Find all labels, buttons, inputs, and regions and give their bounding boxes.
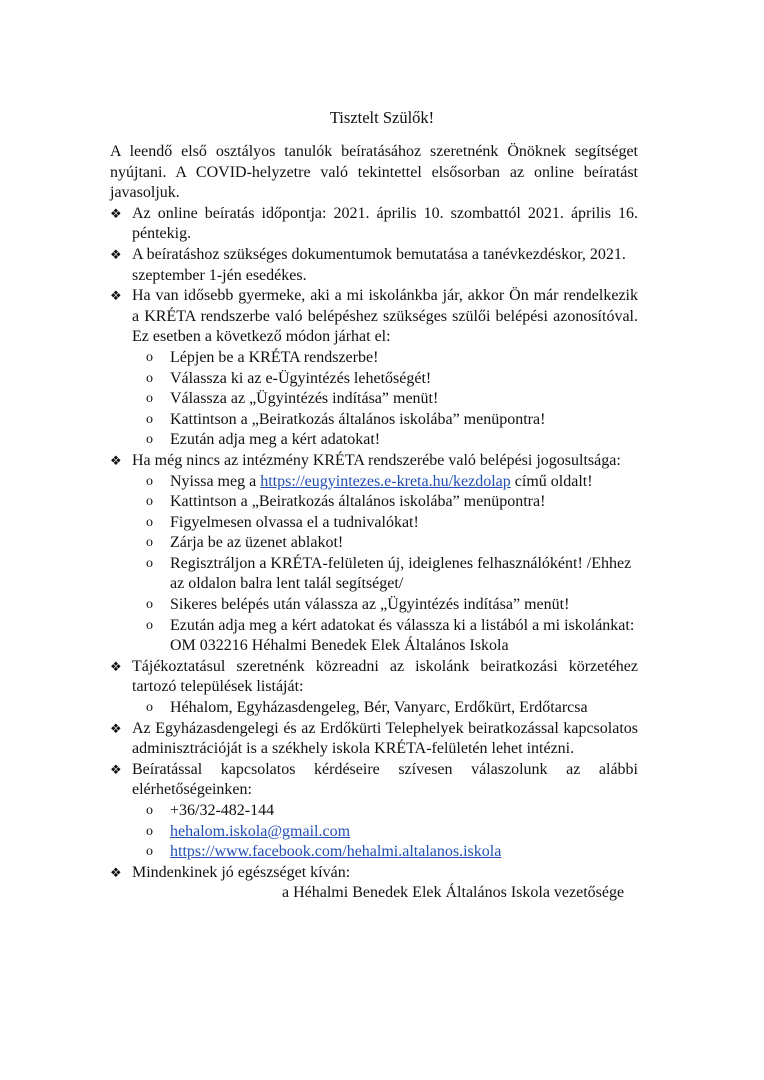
list-item-text: Sikeres belépés után válassza az „Ügyintézés indítása” menüt! — [170, 596, 570, 614]
list-item-text: Kattintson a „Beiratkozás általános iskolába” menüpontra! — [170, 410, 546, 428]
contact-phone — [110, 801, 638, 822]
circle-bullet-icon: o — [146, 473, 153, 489]
list-item — [110, 533, 638, 554]
diamond-bullet-icon: ❖ — [110, 864, 122, 880]
list-item-text: Válassza ki az e-Ügyintézés lehetőségét! — [170, 369, 432, 387]
bullet-text: Beíratással kapcsolatos kérdéseire szívesen válaszolunk az alábbi elérhetőségeinken: — [132, 760, 638, 799]
circle-bullet-icon: o — [146, 349, 153, 365]
kreta-link[interactable]: https://eugyintezes.e-kreta.hu/kezdolap — [260, 472, 511, 490]
circle-bullet-icon: o — [146, 617, 153, 633]
diamond-bullet-icon: ❖ — [110, 452, 122, 468]
bullet-sites — [110, 719, 638, 760]
list-item — [110, 430, 638, 451]
school-om-line: OM 032216 Héhalmi Benedek Elek Általános Iskola — [170, 637, 509, 655]
letter-title: Tisztelt Szülők! — [329, 108, 435, 127]
bullet-text: Az Egyházasdengelegi és az Erdőkürti Telephelyek beiratkozással kapcsolatos adminisztrációját is a székhely iskola KRÉTA-felületén lehet intézni. — [132, 719, 638, 758]
bullet-wishes — [110, 863, 638, 884]
bullet-no-access — [110, 451, 638, 472]
list-item-text: Lépjen be a KRÉTA rendszerbe! — [170, 348, 379, 366]
circle-bullet-icon: o — [146, 370, 153, 386]
circle-bullet-icon: o — [146, 555, 153, 571]
signature-line: a Héhalmi Benedek Elek Általános Iskola vezetősége — [282, 884, 625, 902]
list-item-text: Regisztráljon a KRÉTA-felületen új, ideiglenes felhasználóként! /Ehhez az oldalon balra lent talál segítséget/ — [170, 554, 632, 593]
list-item-text: Héhalom, Egyházasdengeleg, Bér, Vanyarc, Erdőkürt, Erdőtarcsa — [170, 699, 588, 717]
list-item — [110, 554, 638, 595]
contact-email — [110, 822, 638, 843]
bullet-text: Mindenkinek jó egészséget kíván: — [132, 863, 351, 881]
circle-bullet-icon: o — [146, 535, 153, 551]
circle-bullet-icon: o — [146, 700, 153, 716]
circle-bullet-icon: o — [146, 844, 153, 860]
list-item — [110, 410, 638, 431]
list-item-text: Válassza az „Ügyintézés indítása” menüt! — [170, 390, 439, 408]
diamond-bullet-icon: ❖ — [110, 246, 122, 262]
list-item — [110, 492, 638, 513]
circle-bullet-icon: o — [146, 823, 153, 839]
list-item — [110, 595, 638, 616]
list-item-text: Figyelmesen olvassa el a tudnivalókat! — [170, 513, 419, 531]
email-link[interactable]: hehalom.iskola@gmail.com — [170, 822, 351, 840]
bullet-text: Ha van idősebb gyermeke, aki a mi iskolánkba jár, akkor Ön már rendelkezik a KRÉTA rendszerbe való belépéshez szükséges szülői belépési azonosítóval. Ez esetben a következő módon járhat el: — [132, 287, 638, 346]
list-item-text: Ezután adja meg a kért adatokat és válassza ki a listából a mi iskolánkat: — [170, 616, 635, 634]
circle-bullet-icon: o — [146, 597, 153, 613]
diamond-bullet-icon: ❖ — [110, 761, 122, 777]
diamond-bullet-icon: ❖ — [110, 205, 122, 221]
circle-bullet-icon: o — [146, 494, 153, 510]
list-item — [110, 513, 638, 534]
bullet-text: A beíratáshoz szükséges dokumentumok bemutatása a tanévkezdéskor, 2021. szeptember 1-jén esedékes. — [132, 245, 626, 284]
list-item-text: Ezután adja meg a kért adatokat! — [170, 431, 381, 449]
bullet-text: Tájékoztatásul szeretnénk közreadni az iskolánk beiratkozási körzetéhez tartozó települések listáját: — [132, 657, 638, 696]
bullet-contacts — [110, 760, 638, 801]
facebook-link[interactable]: https://www.facebook.com/hehalmi.altalanos.iskola — [170, 843, 502, 861]
list-item-text: Zárja be az üzenet ablakot! — [170, 534, 344, 552]
bullet-online-date — [110, 204, 638, 245]
bullet-text: Az online beíratás időpontja: 2021. április 10. szombattól 2021. április 16. péntekig. — [132, 204, 638, 243]
bullet-documents — [110, 245, 638, 286]
list-item-text: című oldalt! — [510, 472, 593, 490]
list-item-text: Nyissa meg a — [170, 472, 261, 490]
list-item — [110, 369, 638, 390]
letter-body — [110, 142, 638, 904]
list-item — [110, 389, 638, 410]
diamond-bullet-icon: ❖ — [110, 658, 122, 674]
circle-bullet-icon: o — [146, 514, 153, 530]
list-item — [110, 616, 638, 637]
intro-paragraph: A leendő első osztályos tanulók beíratásához szeretnénk Önöknek segítséget nyújtani. A COVID-helyzetre való tekintettel elsősorban az online beíratást javasoljuk. — [110, 143, 638, 202]
bullet-older-sibling — [110, 286, 638, 348]
list-item — [110, 348, 638, 369]
circle-bullet-icon: o — [146, 432, 153, 448]
circle-bullet-icon: o — [146, 411, 153, 427]
diamond-bullet-icon: ❖ — [110, 720, 122, 736]
list-item — [110, 472, 638, 493]
bullet-text: Ha még nincs az intézmény KRÉTA rendszerébe való belépési jogosultsága: — [132, 451, 621, 469]
circle-bullet-icon: o — [146, 803, 153, 818]
phone-text: +36/32-482-144 — [170, 802, 275, 819]
bullet-district — [110, 657, 638, 698]
list-item-text: Kattintson a „Beiratkozás általános iskolába” menüpontra! — [170, 493, 546, 511]
diamond-bullet-icon: ❖ — [110, 288, 122, 304]
circle-bullet-icon: o — [146, 391, 153, 407]
contact-facebook — [110, 842, 638, 863]
list-item — [110, 698, 638, 719]
